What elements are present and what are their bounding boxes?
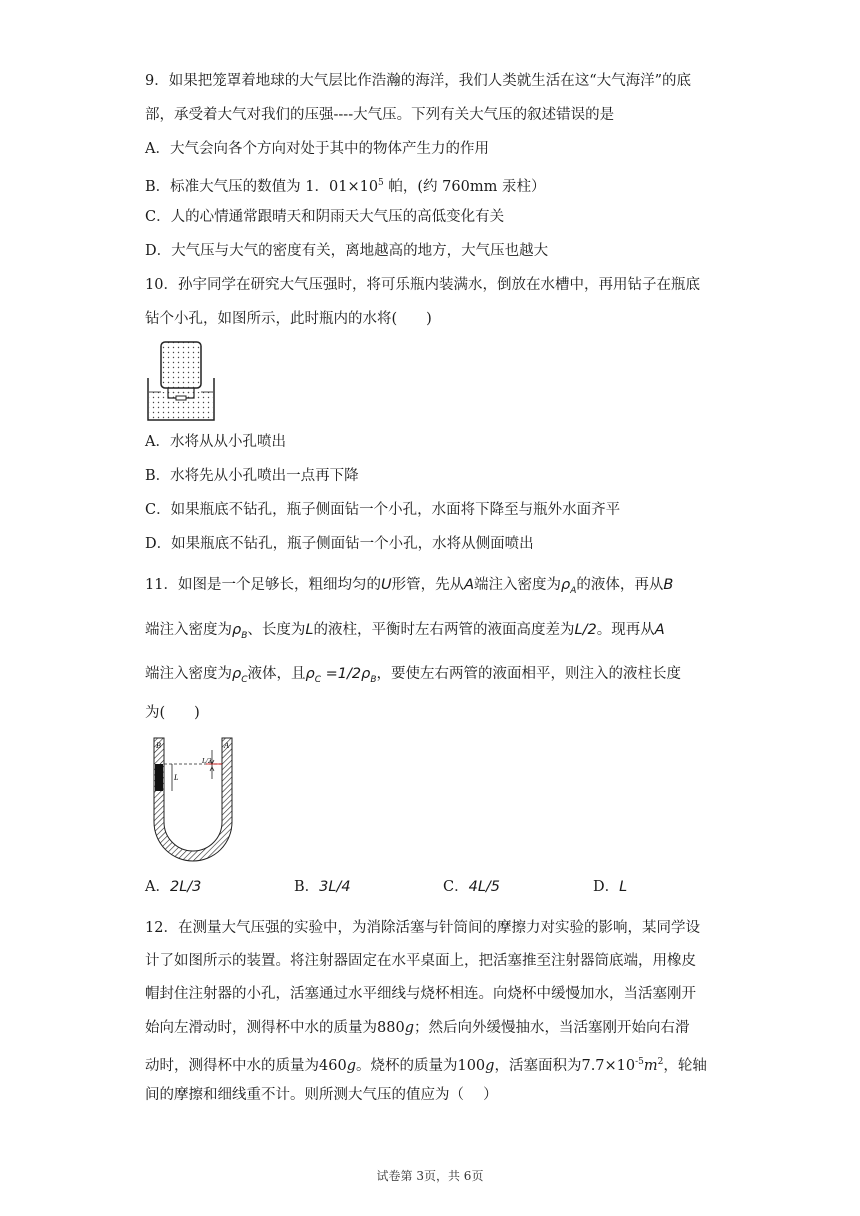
q11-line3 [145,664,725,690]
q12-l5-mid2: ，活塞面积为 [494,1057,582,1074]
q11-fig-label-a: A [224,741,229,750]
q12-mass-100: 100 [457,1057,486,1074]
q11-option-d-label: D． [593,879,620,895]
q9-option-b-exp: 5 [378,178,384,188]
q10-stem-line1: 10．孙宇同学在研究大气压强时，将可乐瓶内装满水，倒放在水槽中，再用钻子在瓶底 [145,277,700,293]
q11-option-c-label: C． [443,879,469,895]
q11-l3-post: ，要使左右两管的液面相平，则注入的液柱长度 [376,666,682,682]
q11-l2-mid: 、长度为 [247,622,306,638]
q11-option-b-value: 3L/4 [319,879,351,895]
q11-l2-mid2: 的液柱，平衡时左右两管的液面高度差为 [313,622,575,638]
q12-line6: 间的摩擦和细线重不计。则所测大气压的值应为（ ） [145,1087,498,1103]
q12-unit-g-2: g [346,1057,356,1074]
q11-option-b-label: B． [294,879,320,895]
q11-fig-label-l: L [174,773,179,782]
q12-area-exp: -5 [635,1057,644,1067]
q11-option-d [593,877,627,897]
q11-option-d-value: L [619,879,628,895]
q11-u-symbol: U [380,577,392,593]
q9-option-b-post: 帕，(约 760mm 汞柱） [383,178,546,195]
q11-a-symbol: A [464,577,474,593]
q10-bottle-figure [146,340,216,422]
q10-option-c: C．如果瓶底不钻孔，瓶子侧面钻一个小孔，水面将下降至与瓶外水面齐平 [145,502,621,518]
q12-l5-post: ，轮轴 [663,1057,707,1074]
q11-fig-label-l2: L/2 [202,757,212,765]
q11-l1-mid2: 端注入密度为 [474,577,561,593]
q11-option-a-label: A． [145,879,170,895]
q10-option-b: B．水将先从小孔喷出一点再下降 [145,468,359,484]
q11-option-a-value: 2L/3 [169,879,202,895]
q12-area: 7.7×10 [581,1057,636,1074]
q11-l3-pre: 端注入密度为 [145,666,232,682]
q11-l2-post: 。现再从 [596,622,655,638]
q11-option-c-value: 4L/5 [468,879,501,895]
q12-unit-g: g [404,1020,414,1036]
q11-eq: =1/2 [321,666,362,682]
q11-l-symbol: L [305,622,314,638]
q11-b-symbol: B [663,577,674,593]
q11-rho-c: ρ [232,666,242,682]
q9-stem-line1: 9．如果把笼罩着地球的大气层比作浩瀚的海洋，我们人类就生活在这“大气海洋”的底 [145,73,692,89]
q12-l4-post: ；然后向外缓慢抽水，当活塞刚开始向右滑 [413,1020,690,1036]
q11-rho-a: ρ [561,577,571,593]
q11-rho-b-2-sub: B [370,674,377,685]
q9-option-c: C．人的心情通常跟晴天和阴雨天大气压的高低变化有关 [145,209,505,225]
q11-option-c [443,877,500,897]
q12-line4 [145,1018,725,1038]
q11-l1-post: 的液体，再从 [576,577,664,593]
q12-l5-pre: 动时，测得杯中水的质量为 [145,1057,319,1074]
q12-area-unit-exp: 2 [657,1057,664,1067]
q11-option-b [294,877,351,897]
q12-l4-pre: 始向左滑动时，测得杯中水的质量为 [145,1020,377,1036]
q12-line1: 12．在测量大气压强的实验中，为消除活塞与针筒间的摩擦力对实验的影响，某同学设 [145,920,700,936]
q11-rho-c-sub: C [241,674,248,685]
q12-unit-g-3: g [485,1057,495,1074]
q12-line2: 计了如图所示的装置。将注射器固定在水平桌面上，把活塞推至注射器筒底端，用橡皮 [145,953,696,969]
q11-rho-b-sub: B [241,630,248,641]
q10-option-a: A．水将从从小孔喷出 [145,434,286,450]
q9-option-d: D．大气压与大气的密度有关，离地越高的地方，大气压也越大 [145,243,549,259]
q11-l-half: L/2 [574,622,597,638]
q9-option-b [145,173,725,197]
q12-l5-mid: 。烧杯的质量为 [355,1057,458,1074]
q11-l1-pre: 11．如图是一个足够长，粗细均匀的 [145,577,381,593]
q11-l1-mid: 形管，先从 [391,577,465,593]
q11-rho-b-2: ρ [361,666,371,682]
q10-option-d: D．如果瓶底不钻孔，瓶子侧面钻一个小孔，水将从侧面喷出 [145,536,534,552]
q11-line4: 为( ) [145,705,200,721]
q11-fig-label-b: B [156,741,161,750]
q12-line5 [145,1052,725,1076]
q11-u-tube-figure [150,734,236,860]
q11-line1 [145,575,725,601]
q11-l2-pre: 端注入密度为 [145,622,232,638]
q9-option-b-pre: B．标准大气压的数值为 1．01×10 [145,178,379,195]
q11-rho-c-2-sub: C [314,674,322,685]
q12-mass-880: 880 [377,1020,405,1036]
q11-rho-a-sub: A [570,585,577,596]
q11-option-a [145,877,201,897]
q12-line3: 帽封住注射器的小孔，活塞通过水平细线与烧杯相连。向烧杯中缓慢加水，当活塞刚开 [145,986,696,1002]
q11-rho-c-2: ρ [305,666,315,682]
q11-rho-b: ρ [232,622,242,638]
q12-mass-460: 460 [319,1057,347,1074]
q9-option-a: A．大气会向各个方向对处于其中的物体产生力的作用 [145,141,489,157]
q9-stem-line2: 部，承受着大气对我们的压强----大气压。下列有关大气压的叙述错误的是 [145,107,615,123]
q11-l3-mid: 液体，且 [247,666,306,682]
q11-line2 [145,620,725,646]
q10-stem-line2: 钻个小孔，如图所示，此时瓶内的水将( ) [145,311,432,327]
q12-area-unit: m [643,1057,658,1074]
page-footer: 试卷第 3页，共 6页 [376,1169,484,1183]
q11-a-symbol-2: A [654,622,665,638]
